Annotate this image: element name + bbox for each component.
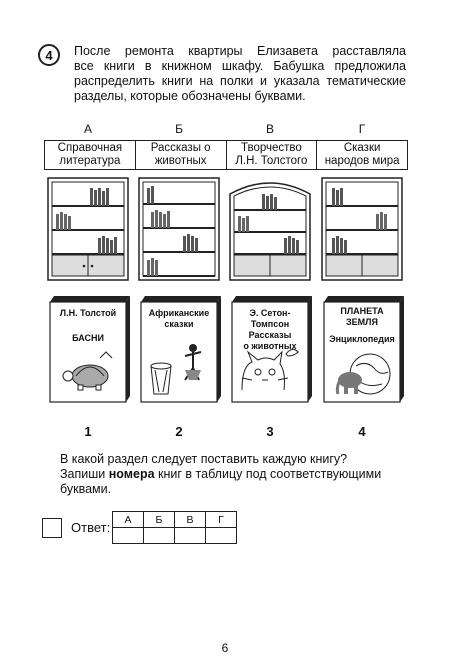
book-4: [320, 296, 404, 406]
section-title: Справочная: [57, 142, 123, 154]
bookshelf-icon: [137, 176, 221, 282]
section-title: Сказки: [343, 142, 381, 154]
task-text: [74, 44, 406, 104]
section-letter-v: В: [265, 122, 274, 136]
bookshelf-icon: [320, 176, 404, 282]
book-title: Рассказы: [248, 330, 292, 340]
section-letter-a: А: [83, 122, 92, 136]
question-line: буквами.: [60, 482, 112, 496]
question-line: В какой раздел следует поставить каждую книгу?: [60, 452, 348, 466]
task-line: После ремонта квартиры Елизавета расставляла: [74, 44, 406, 58]
book-author: Л.Н. Толстой: [59, 308, 117, 318]
book-number: 4: [358, 424, 366, 439]
answer-cell-a[interactable]: [113, 528, 144, 544]
score-checkbox[interactable]: [42, 518, 62, 538]
section-letter-g: Г: [358, 122, 366, 136]
answer-letter: Б: [144, 512, 175, 528]
task-line: разделы, которые обозначены буквами.: [74, 89, 306, 103]
book-subtitle: Энциклопедия: [329, 334, 395, 344]
section-cell: [136, 141, 227, 169]
section-title: животных: [154, 155, 207, 167]
book-title: сказки: [164, 319, 194, 329]
book-title: Африканские: [148, 308, 210, 318]
bookshelf-icon: [46, 176, 130, 282]
section-letter-b: Б: [175, 122, 183, 136]
book-3: [228, 296, 312, 406]
answer-letter: В: [175, 512, 206, 528]
book-author: Томпсон: [250, 319, 290, 329]
book-2: [137, 296, 221, 406]
answer-label: Ответ:: [71, 520, 111, 535]
page-number: 6: [221, 641, 229, 655]
section-title: Творчество: [240, 142, 302, 154]
section-cell: [45, 141, 136, 169]
book-1: [46, 296, 130, 406]
book-number: 3: [266, 424, 274, 439]
task-number-badge: 4: [38, 44, 60, 66]
task-line: все книги в книжном шкафу. Бабушка предложила: [74, 59, 406, 73]
book-title: о животных: [243, 341, 297, 351]
section-title: Л.Н. Толстого: [235, 155, 308, 167]
question-line: Запиши номера книг в таблицу под соответствующими: [60, 467, 382, 481]
section-cell: [227, 141, 318, 169]
book-title: ЗЕМЛЯ: [346, 317, 378, 327]
answer-table: [112, 511, 237, 544]
task-line: распределить книги на полки и указала тематические: [74, 74, 406, 88]
book-title: ПЛАНЕТА: [340, 306, 384, 316]
answer-cell-b[interactable]: [144, 528, 175, 544]
book-title: БАСНИ: [72, 333, 104, 343]
bookshelf-icon: [228, 176, 312, 282]
sections-table: [44, 140, 408, 170]
section-cell: [317, 141, 407, 169]
section-title: Рассказы о: [150, 142, 211, 154]
answer-cell-g[interactable]: [206, 528, 237, 544]
answer-cell-v[interactable]: [175, 528, 206, 544]
book-number: 1: [84, 424, 92, 439]
book-number: 2: [175, 424, 183, 439]
answer-letter: А: [113, 512, 144, 528]
section-title: литература: [59, 155, 121, 167]
book-author: Э. Сетон-: [249, 308, 291, 318]
question-text: [60, 452, 406, 497]
section-title: народов мира: [324, 155, 400, 167]
answer-letter: Г: [206, 512, 237, 528]
